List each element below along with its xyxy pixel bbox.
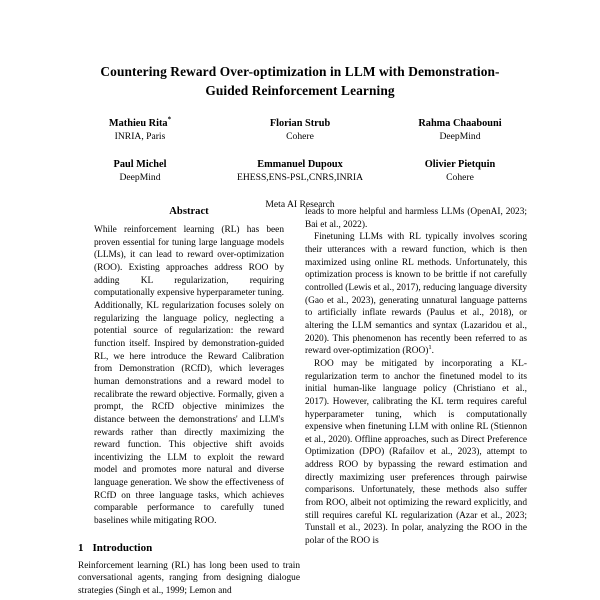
author-name <box>60 117 220 131</box>
section-title: Introduction <box>92 541 153 554</box>
author-affiliation: EHESS,ENS-PSL,CNRS,INRIA <box>236 171 364 183</box>
author-name <box>380 117 540 131</box>
abstract-section <box>78 206 300 528</box>
author-affiliation: DeepMind <box>119 171 161 183</box>
page-title: Countering Reward Over-optimization in LLM with Demonstration-Guided Reinforcement Learning <box>100 64 500 99</box>
author-name-text: Paul Michel <box>113 159 167 171</box>
author-affiliation: Cohere <box>286 130 314 142</box>
right-paragraph-continuation: leads to more helpful and harmless LLMs (OpenAI, 2023; Bai et al., 2022). <box>305 207 527 230</box>
abstract-text: While reinforcement learning (RL) has been proven essential for tuning large language models (LLMs), it can lead to reward over-optimization (ROO). Existing approaches address ROO by adding KL regularization, requiring computationally expensive hyperparameter tuning. Additionally, KL regularization focuses solely on regularizing the language policy, neglecting a potential source of regularization: the reward function itself. Inspired by demonstration-guided RL, we here introduce the Reward Calibration from Demonstration (RCfD), which leverages human demonstrations and a reward model to recalibrate the reward objective. Formally, given a prompt, the RCfD objective minimizes the distance between the demonstrations' and LLM's rewards rather than directly maximizing the reward function. This objective shift avoids incentivizing the LLM to exploit the reward model and promotes more natural and diverse language generation. We show the effectiveness of RCfD on three language tasks, which achieves comparable performance to carefully tuned baselines while mitigating ROO. <box>94 225 284 527</box>
footnote-marker: 1 <box>428 344 432 352</box>
author-name-text: Mathieu Rita <box>108 118 168 130</box>
author-entry <box>380 117 540 143</box>
author-entry <box>220 158 380 184</box>
author-entry <box>380 158 540 184</box>
affiliation-extra: Meta AI Research <box>265 198 335 210</box>
two-column-body <box>0 206 600 600</box>
author-name <box>380 158 540 172</box>
author-affiliation: Cohere <box>446 171 474 183</box>
author-row <box>60 117 540 143</box>
paragraph-text-tail: . <box>431 346 434 357</box>
section-heading-introduction <box>78 542 300 554</box>
author-name-text: Florian Strub <box>269 118 331 130</box>
paragraph-text: Finetuning LLMs with RL typically involves scoring their utterances with a reward function, which is then maximized using online RL methods. Unfortunately, this optimization process is known to be brittle if not carefully controlled (Lewis et al., 2017), reducing language diversity (Gao et al., 2023), generating unnatural language patterns to artificially inflate rewards (Paulus et al., 2018), or altering the LLM semantics and syntax (Lazaridou et al., 2020). This phenomenon has recently been referred to as reward over-optimization (ROO) <box>305 232 527 357</box>
author-entry <box>60 117 220 143</box>
right-column <box>305 206 527 600</box>
section-number: 1 <box>78 541 84 554</box>
author-entry <box>60 158 220 184</box>
right-paragraph-roo: ROO may be mitigated by incorporating a KL-regularization term to anchor the finetuned model to its initial human-like language policy (Christiano et al., 2017). However, calibrating the KL term requires careful hyperparameter tuning, which is computationally expensive when finetuning LLM with online RL (Stiennon et al., 2020). Offline approaches, such as Direct Preference Optimization (DPO) (Rafailov et al., 2023), attempt to address ROO by bypassing the reward estimation and directly maximizing user preferences through pairwise comparisons. Unfortunately, these methods also suffer from ROO, albeit not optimizing the reward explicitly, and still requires careful KL regularization (Azar et al., 2023; Tunstall et al., 2023). In polar, analyzing the ROO in the polar of the ROO is <box>305 358 527 547</box>
author-affiliation: INRIA, Paris <box>114 130 166 142</box>
author-name <box>220 117 380 131</box>
author-name-text: Emmanuel Dupoux <box>257 159 343 171</box>
left-column <box>78 206 300 600</box>
author-footnote-marker: * <box>167 115 172 124</box>
title-block <box>0 0 600 100</box>
author-row <box>60 158 540 184</box>
author-name-text: Rahma Chaabouni <box>418 118 502 130</box>
author-name-text: Olivier Pietquin <box>424 159 496 171</box>
author-name <box>60 158 220 172</box>
author-affiliation: DeepMind <box>439 130 481 142</box>
author-entry <box>220 117 380 143</box>
abstract-heading: Abstract <box>169 206 209 217</box>
intro-paragraph: Reinforcement learning (RL) has long been used to train conversational agents, ranging from designing dialogue strategies (Singh et al., 1999; Lemon and <box>78 560 300 597</box>
author-block <box>0 117 600 211</box>
right-paragraph-finetuning <box>305 231 527 358</box>
author-name <box>220 158 380 172</box>
